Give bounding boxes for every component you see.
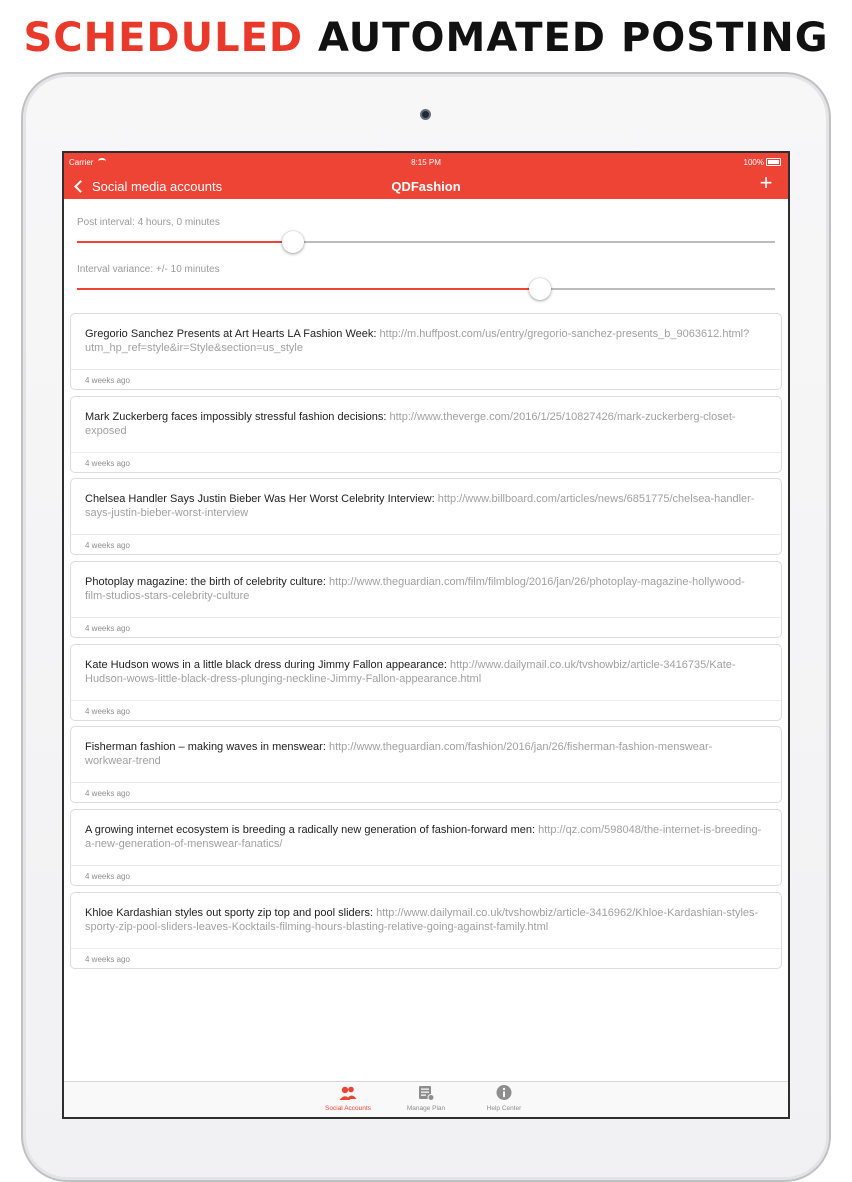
post-card[interactable] [70,561,782,638]
battery-icon [766,158,781,166]
post-url: http://www.theguardian.com/fashion/2016/jan/26/fisherman-fashion-menswear-workwear-trend [85,741,713,768]
carrier-label: Carrier [69,158,94,167]
card-divider [71,369,781,370]
card-divider [71,700,781,701]
post-time: 4 weeks ago [85,458,130,468]
post-title: Chelsea Handler Says Justin Bieber Was Her Worst Celebrity Interview: [85,493,435,506]
post-time: 4 weeks ago [85,376,130,385]
camera-icon [420,109,431,120]
post-text [85,327,763,355]
post-title: A growing internet ecosystem is breeding a radically new generation of fashion-forward men: [85,824,536,837]
navigation-bar [64,153,788,199]
tab-help-center[interactable] [469,1085,539,1117]
settings-panel [64,199,788,307]
page-title: QDFashion [391,179,461,194]
post-text [85,906,763,934]
slider-fill [77,241,293,243]
post-url: http://qz.com/598048/the-internet-is-breeding-a-new-generation-of-menswear-fanatics/ [85,824,762,851]
card-divider [71,452,781,453]
post-card[interactable] [70,892,782,969]
slider-fill [77,288,540,290]
post-interval-slider[interactable] [77,231,775,253]
plan-icon [417,1085,435,1101]
post-url: http://m.huffpost.com/us/entry/gregorio-sanchez-presents_b_9063612.html?utm_hp_ref=style&ir=Style&section=us_style [85,328,750,354]
post-card[interactable] [70,478,782,555]
post-title: Gregorio Sanchez Presents at Art Hearts LA Fashion Week: [85,328,377,340]
promo-headline [0,0,852,76]
tab-bar [64,1081,788,1117]
post-text [85,823,763,851]
card-divider [71,534,781,535]
status-time: 8:15 PM [411,158,441,167]
post-text [85,410,763,438]
slider-thumb[interactable] [282,231,304,253]
back-button[interactable] [72,177,222,195]
post-url: http://www.dailymail.co.uk/tvshowbiz/article-3416735/Kate-Hudson-wows-little-black-dress-plunging-neckline-Jimmy-Fallon-appearance.html [85,658,736,685]
status-bar [64,155,788,169]
card-divider [71,865,781,866]
post-time: 4 weeks ago [85,624,130,634]
battery-percent: 100% [743,158,764,167]
post-text [85,492,763,520]
card-divider [71,617,781,618]
post-url: http://www.dailymail.co.uk/tvshowbiz/article-3416962/Khloe-Kardashian-styles-sporty-zip-pool-sliders-leaves-Kocktails-filming-hours-blasting-relative-going-against-family.html [85,906,759,933]
post-time: 4 weeks ago [85,872,130,882]
promo-headline-red: SCHEDULED [23,15,304,61]
back-button-label: Social media accounts [92,178,223,194]
tab-label: Manage Plan [406,1105,446,1112]
post-card[interactable] [70,396,782,473]
tab-social-accounts[interactable] [313,1085,383,1117]
post-title: Kate Hudson wows in a little black dress during Jimmy Fallon appearance: [85,658,447,671]
tab-label: Social Accounts [325,1105,371,1112]
post-title: Mark Zuckerberg faces impossibly stressful fashion decisions: [85,410,387,423]
interval-variance-slider[interactable] [77,278,775,300]
card-divider [71,948,781,949]
post-list [70,313,782,975]
post-time: 4 weeks ago [85,706,130,716]
post-title: Photoplay magazine: the birth of celebrity culture: [85,576,326,589]
slider-thumb[interactable] [529,278,551,300]
promo-headline-black: AUTOMATED POSTING [318,15,829,61]
post-title: Fisherman fashion – making waves in menswear: [85,741,326,754]
add-post-button[interactable]: + [759,170,773,195]
tab-manage-plan[interactable] [391,1085,461,1117]
post-text [85,575,763,603]
post-url: http://www.theverge.com/2016/1/25/10827426/mark-zuckerberg-closet-exposed [85,410,736,437]
post-card[interactable] [70,644,782,721]
post-time: 4 weeks ago [85,954,130,964]
post-interval-label: Post interval: 4 hours, 0 minutes [77,217,220,228]
users-icon [339,1085,357,1101]
card-divider [71,782,781,783]
post-text [85,658,763,686]
post-time: 4 weeks ago [85,789,130,799]
info-icon [495,1085,513,1101]
post-card[interactable] [70,809,782,886]
post-card[interactable] [70,726,782,803]
post-url: http://www.theguardian.com/film/filmblog/2016/jan/26/photoplay-magazine-hollywood-film-studios-stars-celebrity-culture [85,576,745,603]
post-time: 4 weeks ago [85,541,130,551]
app-screen [62,151,790,1119]
interval-variance-label: Interval variance: +/- 10 minutes [77,264,220,275]
post-title: Khloe Kardashian styles out sporty zip top and pool sliders: [85,906,373,919]
post-text [85,740,763,768]
post-card[interactable] [70,313,782,390]
post-url: http://www.billboard.com/articles/news/6851775/chelsea-handler-says-justin-bieber-worst-interview [85,493,755,520]
chevron-left-icon [74,180,87,193]
tab-label: Help Center [486,1105,522,1112]
